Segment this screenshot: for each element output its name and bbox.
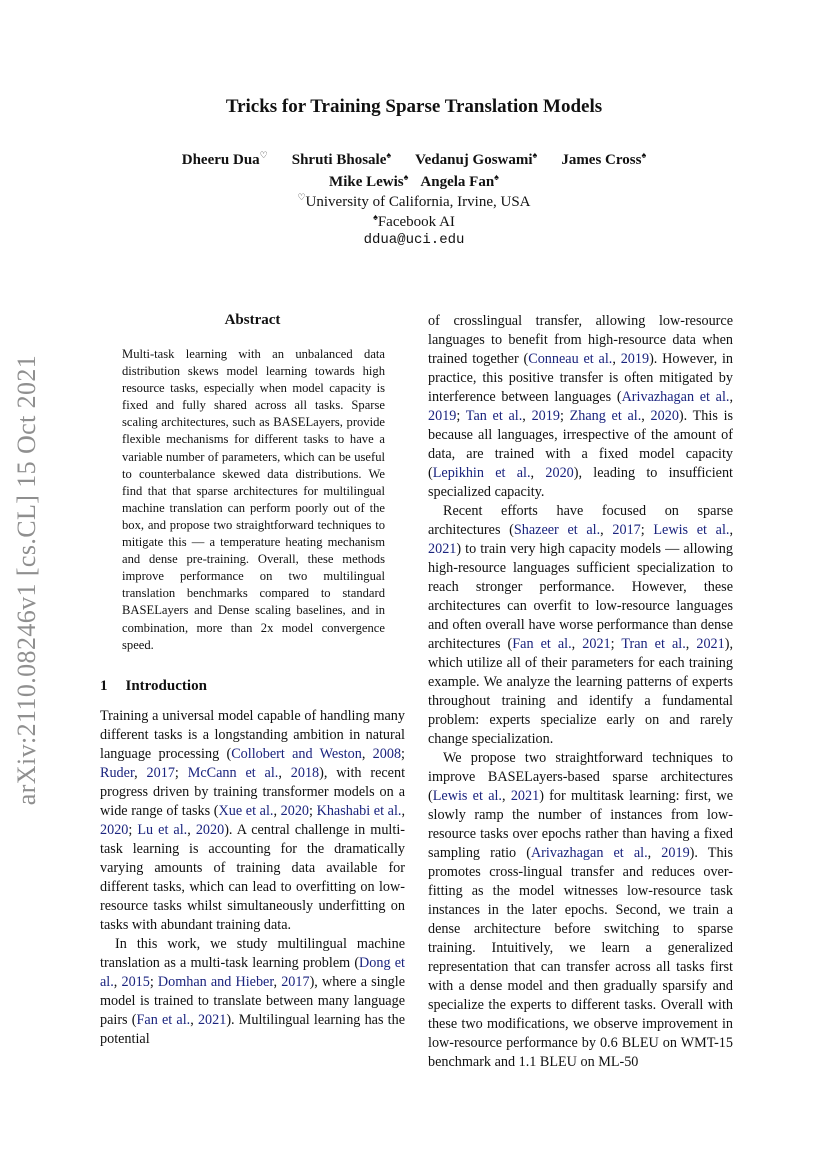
paragraph-text: ,: [401, 803, 405, 819]
paragraph: [100, 707, 405, 935]
author-affiliation-mark: ♠: [386, 150, 392, 160]
author-name-text: James Cross: [561, 152, 642, 168]
paragraph: [428, 312, 733, 502]
citation-link[interactable]: 2020: [650, 408, 679, 424]
paper-title: Tricks for Training Sparse Translation Models: [225, 96, 603, 117]
paragraph-text: ,: [685, 636, 697, 652]
section-title: Introduction: [125, 678, 207, 694]
paragraph-text: ;: [456, 408, 466, 424]
paragraph-text: ;: [309, 803, 317, 819]
paragraph-text: ), which utilize all of their parameters for each training example. We analyze the learning patterns of experts throughout training and identify a fundamental problem: experts specialize early on and rarely change specialization.: [428, 636, 734, 747]
paragraph: [428, 749, 733, 1072]
citation-link[interactable]: 2018: [290, 765, 320, 781]
citation-link[interactable]: 2017: [612, 522, 641, 538]
author-affiliation-mark: ♠: [532, 150, 538, 160]
citation-link[interactable]: 2021: [582, 636, 611, 652]
citation-link[interactable]: 2021: [428, 541, 457, 557]
affiliation-mark: ♠: [373, 212, 378, 222]
paragraph-text: ). However, in practice, this positive transfer is often mitigated by interference between languages (: [428, 351, 733, 405]
paragraph-text: ,: [729, 389, 734, 405]
citation-link[interactable]: 2019: [620, 351, 650, 367]
paragraph-text: Recent efforts have focused on sparse architectures (: [428, 503, 733, 538]
affiliation-mark: ♡: [297, 192, 306, 202]
paragraph-text: ,: [729, 522, 733, 538]
citation-link[interactable]: Lewis et al.: [653, 522, 730, 538]
citation-link[interactable]: Dong et al.: [100, 955, 405, 990]
paragraph-text: We propose two straightforward techniques to improve BASELayers-based sparse architectures (: [428, 750, 733, 804]
citation-link[interactable]: 2021: [510, 788, 540, 804]
paragraph-text: ,: [647, 845, 662, 861]
paragraph-text: ;: [128, 822, 138, 838]
arxiv-sidebar: [2, 330, 52, 830]
citation-link[interactable]: 2021: [197, 1012, 227, 1028]
abstract-text: Multi-task learning with an unbalanced data distribution skews model learning towards high resource tasks, especially when model capacity is fixed and fully shared across all tasks. Sparse scaling architectures, such as BASELayers, provide flexible mechanisms for different tasks to have a variable number of parameters, which can be useful to counterbalance skewed data distributions. We find that that sparse architectures for multilingual machine translation can perform poorly out of the box, and propose two straightforward techniques to mitigate this — a temperature heating mechanism and dense pre-training. Overall, these methods improve performance on two multilingual translation benchmarks compared to standard BASELayers and Dense scaling baselines, and in combination, more than 2x model convergence speed.: [122, 347, 385, 652]
citation-link[interactable]: 2015: [121, 974, 150, 990]
paragraph-text: In this work, we study multilingual machine translation as a multi-task learning problem (: [100, 936, 405, 971]
paragraph-text: ). A central challenge in multi-task learning is accounting for the dramatically varying amounts of training data available for different tasks, which can lead to overfitting on low-resource tasks whilst simultaneously underfitting on tasks with abundant training data.: [100, 822, 405, 933]
author-name: [561, 152, 646, 168]
paragraph-text: ,: [600, 522, 613, 538]
paragraph-text: ;: [559, 408, 570, 424]
affiliation-text: Facebook AI: [377, 214, 455, 230]
left-column-body: [100, 707, 405, 1049]
author-name-text: Vedanuj Goswami: [415, 152, 533, 168]
author-affiliation-mark: ♠: [641, 150, 647, 160]
citation-link[interactable]: Conneau et al.: [528, 351, 613, 367]
paragraph-text: ;: [401, 746, 405, 762]
paragraph-text: ,: [278, 765, 291, 781]
citation-link[interactable]: Collobert and Weston: [231, 746, 362, 762]
citation-link[interactable]: 2020: [280, 803, 309, 819]
paragraph-text: ,: [530, 465, 546, 481]
paragraph-text: ,: [187, 822, 196, 838]
arxiv-stamp: arXiv:2110.08246v1 [cs.CL] 15 Oct 2021: [12, 354, 41, 806]
section-heading: [100, 678, 207, 695]
author-name: [420, 174, 499, 190]
paragraph-text: ;: [640, 522, 654, 538]
paragraph-text: of crosslingual transfer, allowing low-resource languages to benefit from high-resource data when trained together (: [428, 313, 733, 367]
author-email[interactable]: ddua@uci.edu: [363, 232, 465, 248]
citation-link[interactable]: Arivazhagan et al.: [530, 845, 648, 861]
citation-link[interactable]: Fan et al.: [136, 1012, 191, 1028]
citation-link[interactable]: 2020: [545, 465, 574, 481]
citation-link[interactable]: Fan et al.: [512, 636, 572, 652]
paragraph-text: ,: [113, 974, 122, 990]
affiliation-facebook: [0, 212, 828, 231]
affiliation-text: University of California, Irvine, USA: [305, 194, 531, 210]
paragraph-text: ,: [641, 408, 651, 424]
author-name-text: Mike Lewis: [329, 174, 404, 190]
paragraph-text: ). This promotes cross-lingual transfer and reduces over-fitting as the model witnesses low-resource task instances in the later epochs. Second, we train a dense architecture before switching to sparse training. Intuitively, we learn a generalized representation that can transfer across all tasks first with a dense model and then gradually sparsify and specialize the experts to different tasks. Overall with these two modifications, we observe improvement in low-resource performance by 0.6 BLEU on WMT-15 benchmark and 1.1 BLEU on ML-50: [428, 845, 734, 1070]
author-row-1: [0, 150, 828, 169]
paragraph-text: ). Multilingual learning has the potential: [100, 1012, 406, 1047]
author-affiliation-mark: ♠: [403, 172, 409, 182]
citation-link[interactable]: 2021: [696, 636, 725, 652]
author-name-text: Shruti Bhosale: [291, 152, 387, 168]
author-affiliation-mark: ♠: [494, 172, 499, 182]
citation-link[interactable]: Lewis et al.: [432, 788, 502, 804]
citation-link[interactable]: 2017: [146, 765, 175, 781]
author-name-text: Dheeru Dua: [181, 152, 260, 168]
citation-link[interactable]: Zhang et al.: [569, 408, 642, 424]
author-name: [182, 152, 268, 168]
paragraph-text: ,: [501, 788, 511, 804]
citation-link[interactable]: Tran et al.: [621, 636, 686, 652]
paragraph-text: ;: [174, 765, 188, 781]
citation-link[interactable]: 2020: [100, 822, 129, 838]
right-column-body: [428, 312, 733, 1072]
paragraph-text: ), where a single model is trained to translate between many language pairs (: [100, 974, 406, 1028]
paragraph-text: ,: [273, 974, 282, 990]
paragraph-text: ,: [522, 408, 532, 424]
paragraph-text: ) to train very high capacity models — allowing high-resource languages sufficient specialization to reach stronger performance. However, these architectures can overfit to low-resource languages and often overall have worse performance than dense architectures (: [428, 541, 733, 652]
citation-link[interactable]: Lu et al.: [137, 822, 188, 838]
citation-link[interactable]: Khashabi et al.: [316, 803, 402, 819]
citation-link[interactable]: Lepikhin et al.: [432, 465, 531, 481]
citation-link[interactable]: McCann et al.: [187, 765, 279, 781]
paragraph-text: ), leading to insufficient specialized capacity.: [428, 465, 734, 500]
abstract-heading: Abstract: [224, 312, 281, 328]
citation-link[interactable]: 2008: [372, 746, 402, 762]
paragraph-text: ;: [149, 974, 158, 990]
paragraph: [428, 502, 733, 749]
paragraph-text: ,: [571, 636, 583, 652]
citation-link[interactable]: 2019: [428, 408, 457, 424]
paragraph-text: Training a universal model capable of handling many different tasks is a longstanding ambition in natural language processing (: [100, 708, 405, 762]
author-name: [292, 152, 391, 168]
author-name: [329, 174, 408, 190]
author-name-text: Angela Fan: [420, 174, 495, 190]
paragraph-text: ;: [610, 636, 622, 652]
citation-link[interactable]: Tan et al.: [465, 408, 523, 424]
citation-link[interactable]: 2020: [195, 822, 225, 838]
paragraph-text: ,: [190, 1012, 198, 1028]
citation-link[interactable]: Shazeer et al.: [513, 522, 601, 538]
paragraph-text: ,: [273, 803, 281, 819]
citation-link[interactable]: 2017: [281, 974, 310, 990]
paragraph-text: ). This is because all languages, irrespective of the amount of data, are trained with a fixed model capacity (: [428, 408, 734, 481]
affiliation-uci: [0, 192, 828, 211]
paragraph: [100, 935, 405, 1049]
paragraph-text: ) for multitask learning: first, we slowly ramp the number of instances from low-resource tasks over epochs rather than having a fixed sampling ratio (: [428, 788, 733, 861]
author-row-2: [0, 172, 828, 191]
paragraph-text: ,: [612, 351, 621, 367]
citation-link[interactable]: 2019: [661, 845, 690, 861]
citation-link[interactable]: Ruder: [100, 765, 135, 781]
paragraph-text: ), with recent progress driven by training transformer models on a wide range of tasks (: [100, 765, 406, 819]
paragraph-text: ,: [361, 746, 373, 762]
citation-link[interactable]: 2019: [531, 408, 560, 424]
citation-link[interactable]: Xue et al.: [218, 803, 274, 819]
paragraph-text: ,: [134, 765, 147, 781]
citation-link[interactable]: Arivazhagan et al.: [621, 389, 730, 405]
author-affiliation-mark: ♡: [259, 150, 268, 160]
author-name: [415, 152, 537, 168]
citation-link[interactable]: Domhan and Hieber: [157, 974, 274, 990]
section-number: 1: [100, 678, 108, 694]
